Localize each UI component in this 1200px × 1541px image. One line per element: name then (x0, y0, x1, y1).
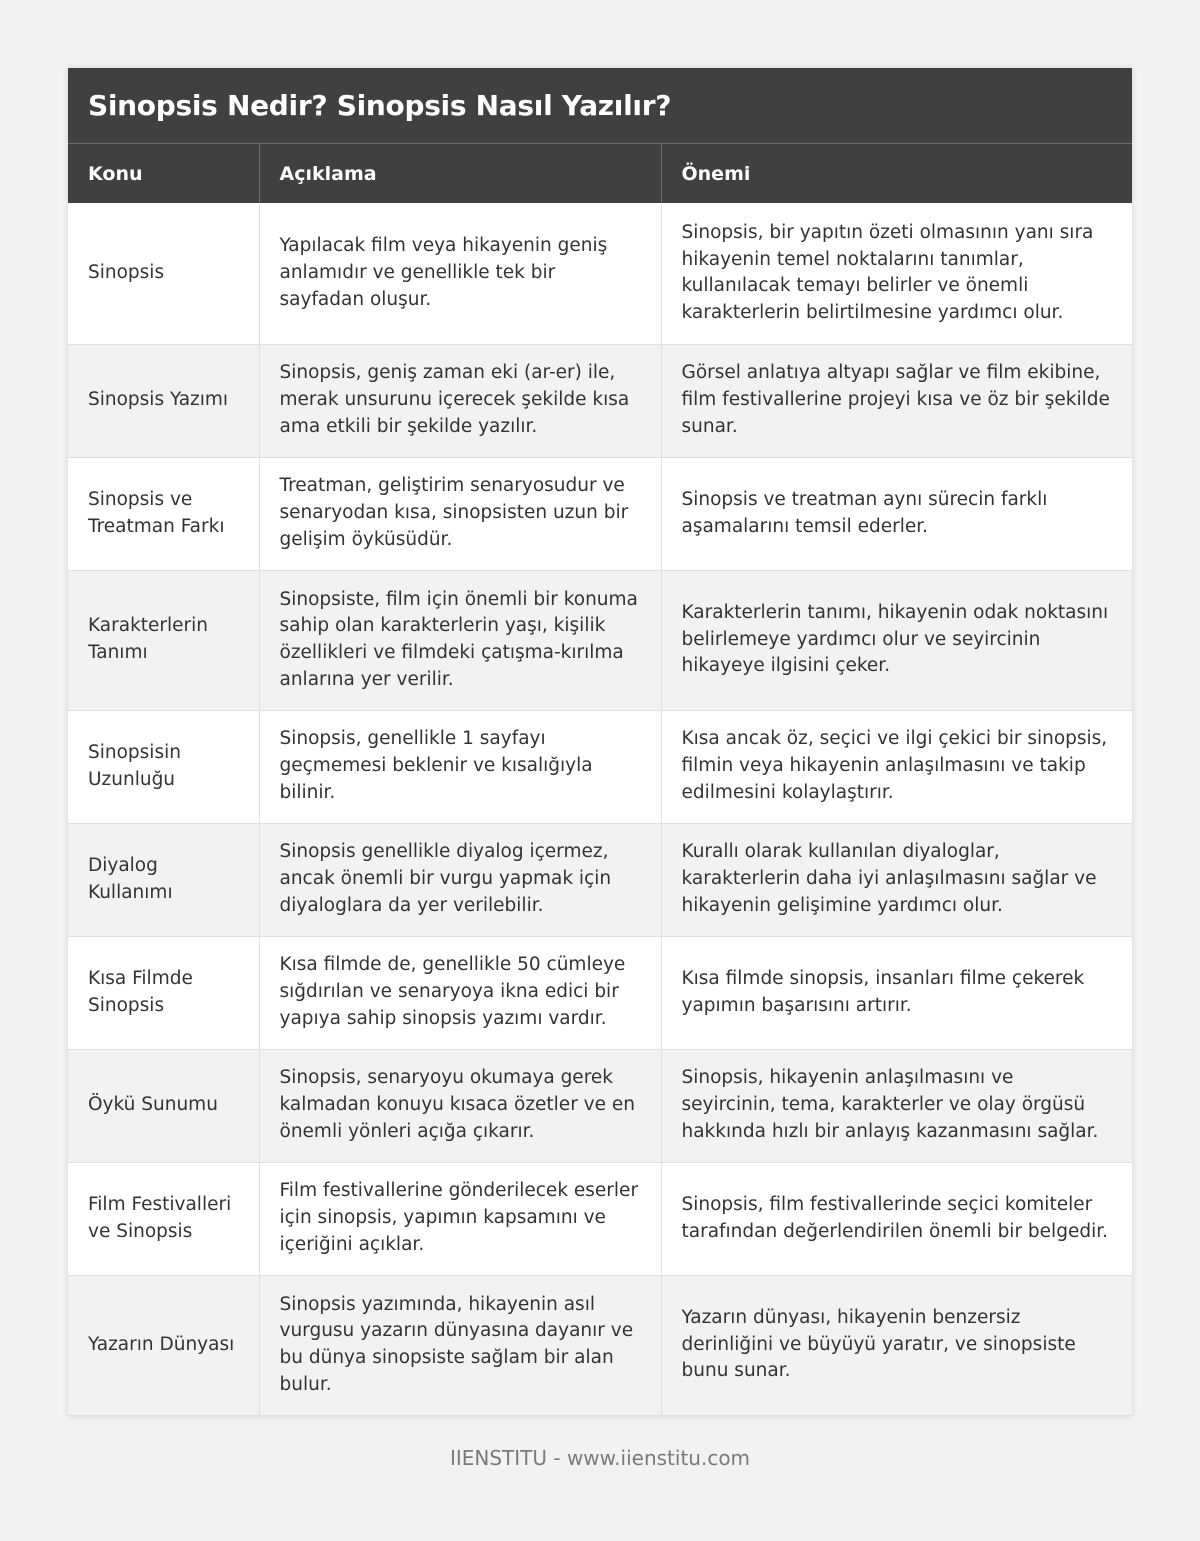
cell-description: Film festivallerine gönderilecek eserler için sinopsis, yapımın kapsamını ve içeriğini açıklar. (259, 1162, 661, 1275)
table-body (68, 203, 1132, 1415)
cell-description: Yapılacak film veya hikayenin geniş anlamıdır ve genellikle tek bir sayfadan oluşur. (259, 203, 661, 344)
table-row (68, 344, 1132, 457)
cell-description: Sinopsis, genellikle 1 sayfayı geçmemesi beklenir ve kısalığıyla bilinir. (259, 710, 661, 823)
cell-topic: Sinopsis ve Treatman Farkı (68, 457, 259, 570)
cell-description: Sinopsis, senaryoyu okumaya gerek kalmadan konuyu kısaca özetler ve en önemli yönleri açığa çıkarır. (259, 1049, 661, 1162)
cell-description: Kısa filmde de, genellikle 50 cümleye sığdırılan ve senaryoya ikna edici bir yapıya sahip sinopsis yazımı vardır. (259, 936, 661, 1049)
cell-importance: Yazarın dünyası, hikayenin benzersiz derinliğini ve büyüyü yaratır, ve sinopsiste bunu sunar. (661, 1275, 1132, 1415)
cell-importance: Sinopsis, film festivallerinde seçici komiteler tarafından değerlendirilen önemli bir belgedir. (661, 1162, 1132, 1275)
table-row (68, 710, 1132, 823)
column-header-konu: Konu (68, 144, 259, 203)
cell-topic: Karakterlerin Tanımı (68, 570, 259, 710)
cell-topic: Yazarın Dünyası (68, 1275, 259, 1415)
cell-topic: Diyalog Kullanımı (68, 823, 259, 936)
table-row (68, 823, 1132, 936)
cell-topic: Kısa Filmde Sinopsis (68, 936, 259, 1049)
column-header-aciklama: Açıklama (259, 144, 661, 203)
table-row (68, 1049, 1132, 1162)
column-header-onemi: Önemi (661, 144, 1132, 203)
cell-description: Sinopsis yazımında, hikayenin asıl vurgusu yazarın dünyasına dayanır ve bu dünya sinopsiste sağlam bir alan bulur. (259, 1275, 661, 1415)
cell-importance: Kısa ancak öz, seçici ve ilgi çekici bir sinopsis, filmin veya hikayenin anlaşılmasını ve takip edilmesini kolaylaştırır. (661, 710, 1132, 823)
cell-importance: Sinopsis, hikayenin anlaşılmasını ve seyircinin, tema, karakterler ve olay örgüsü hakkında hızlı bir anlayış kazanmasını sağlar. (661, 1049, 1132, 1162)
content-card (68, 68, 1132, 1416)
header-row (68, 144, 1132, 203)
table-row (68, 936, 1132, 1049)
cell-topic: Film Festivalleri ve Sinopsis (68, 1162, 259, 1275)
table-row (68, 570, 1132, 710)
cell-description: Sinopsis genellikle diyalog içermez, ancak önemli bir vurgu yapmak için diyaloglara da yer verilebilir. (259, 823, 661, 936)
synopsis-table (68, 144, 1132, 1416)
cell-topic: Öykü Sunumu (68, 1049, 259, 1162)
cell-description: Sinopsiste, film için önemli bir konuma sahip olan karakterlerin yaşı, kişilik özellikleri ve filmdeki çatışma-kırılma anlarına yer verilir. (259, 570, 661, 710)
table-row (68, 1275, 1132, 1415)
footer-credit: IIENSTITU - www.iienstitu.com (449, 1446, 751, 1470)
cell-topic: Sinopsis Yazımı (68, 344, 259, 457)
cell-topic: Sinopsisin Uzunluğu (68, 710, 259, 823)
cell-importance: Görsel anlatıya altyapı sağlar ve film ekibine, film festivallerine projeyi kısa ve öz bir şekilde sunar. (661, 344, 1132, 457)
cell-importance: Sinopsis ve treatman aynı sürecin farklı aşamalarını temsil ederler. (661, 457, 1132, 570)
table-row (68, 1162, 1132, 1275)
table-header (68, 144, 1132, 203)
title-bar (68, 68, 1132, 144)
cell-importance: Karakterlerin tanımı, hikayenin odak noktasını belirlemeye yardımcı olur ve seyircinin hikayeye ilgisini çeker. (661, 570, 1132, 710)
cell-description: Treatman, geliştirim senaryosudur ve senaryodan kısa, sinopsisten uzun bir gelişim öyküsüdür. (259, 457, 661, 570)
page-title: Sinopsis Nedir? Sinopsis Nasıl Yazılır? (88, 89, 672, 122)
table-row (68, 457, 1132, 570)
cell-topic: Sinopsis (68, 203, 259, 344)
table-row (68, 203, 1132, 344)
cell-importance: Kısa filmde sinopsis, insanları filme çekerek yapımın başarısını artırır. (661, 936, 1132, 1049)
cell-importance: Sinopsis, bir yapıtın özeti olmasının yanı sıra hikayenin temel noktalarını tanımlar, kullanılacak temayı belirler ve önemli karakterlerin belirtilmesine yardımcı olur. (661, 203, 1132, 344)
cell-description: Sinopsis, geniş zaman eki (ar-er) ile, merak unsurunu içerecek şekilde kısa ama etkili bir şekilde yazılır. (259, 344, 661, 457)
cell-importance: Kurallı olarak kullanılan diyaloglar, karakterlerin daha iyi anlaşılmasını sağlar ve hikayenin gelişimine yardımcı olur. (661, 823, 1132, 936)
